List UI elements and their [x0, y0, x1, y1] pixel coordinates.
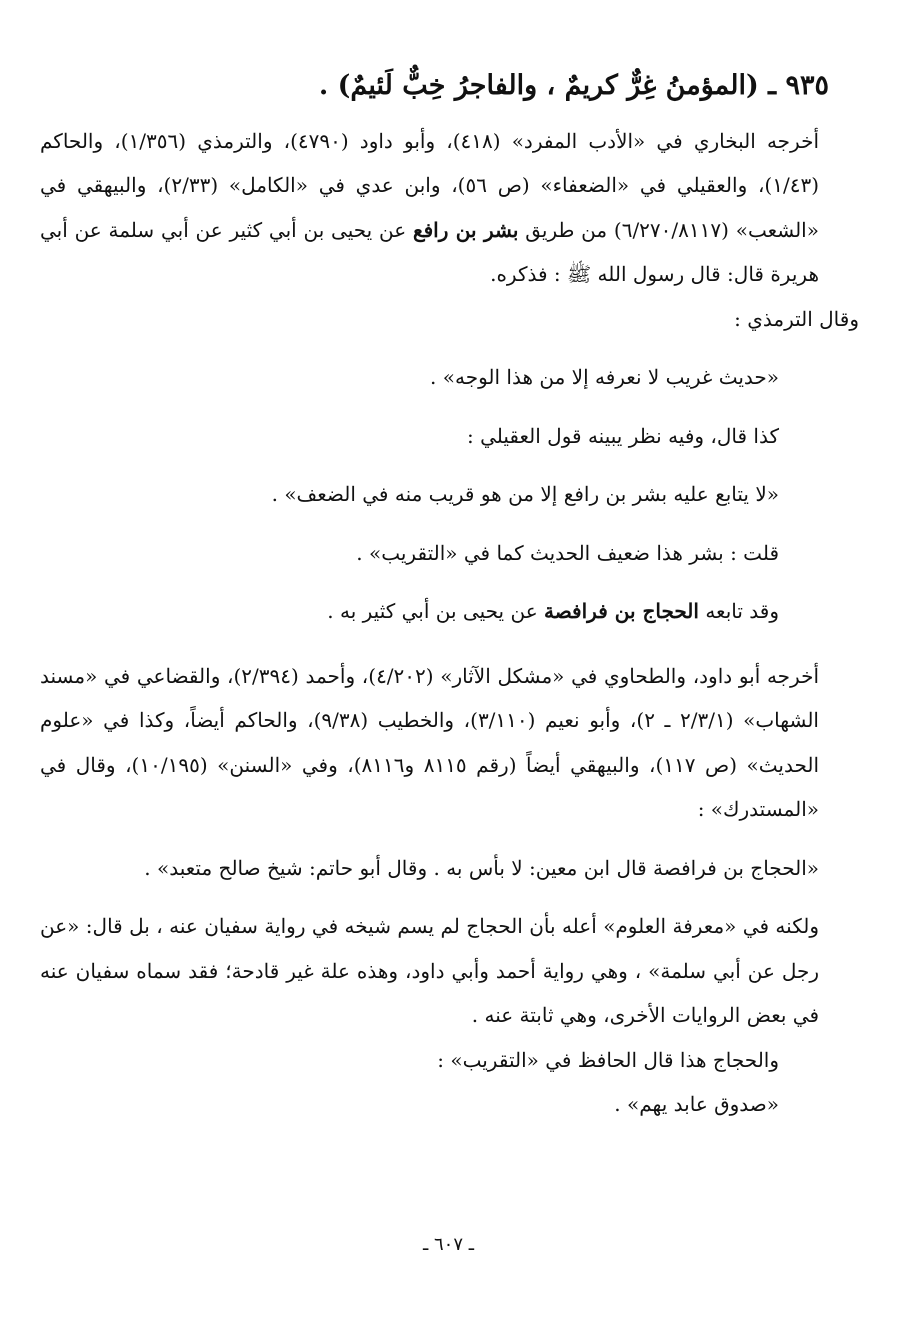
narrator-hajjaj: الحجاج بن فرافصة — [543, 599, 699, 623]
narrator-bishr: بشر بن رافع — [412, 217, 519, 242]
hafiz-intro: والحجاج هذا قال الحافظ في «التقريب» : — [437, 1047, 779, 1072]
author-comment: قلت : بشر هذا ضعيف الحديث كما في «التقريب» . — [356, 540, 779, 565]
taqrib-quote: «صدوق عابد يهم» . — [614, 1092, 779, 1116]
takhrij-text-1: أخرجه البخاري في «الأدب المفرد» (٤١٨)، وأبو داود (٤٧٩٠)، والترمذي (١/٣٥٦)، والحاكم (١/٤٣)، والعقيلي في «الضعفاء» (ص ٥٦)، وابن عدي في «الكامل» (٢/٣٣)، والبيهقي في «الشعب» (٦/٢٧٠/٨١١٧) من طريق — [40, 128, 820, 242]
page-number: ـ ٦٠٧ ـ — [422, 1234, 474, 1255]
follow-up-text: وقد تابعه — [698, 599, 779, 623]
critique-line: كذا قال، وفيه نظر يبينه قول العقيلي : — [466, 423, 779, 448]
follow-up-line — [40, 589, 859, 634]
takhrij-paragraph-2: أخرجه أبو داود، والطحاوي في «مشكل الآثار» (٤/٢٠٢)، وأحمد (٢/٣٩٤)، والقضاعي في «مسند الشهاب» (٢/٣/١ ـ ٢)، وأبو نعيم (٣/١١٠)، والخطيب (٩/٣٨)، والحاكم أيضاً، وكذا في «علوم الحديث» (ص ١١٧)، والبيهقي أيضاً (رقم ٨١١٥ و٨١١٦)، وفي «السنن» (١٠/١٩٥)، وقال في «المستدرك» : — [40, 663, 820, 821]
takhrij-text-1-end: عن يحيى بن أبي كثير عن أبي سلمة عن أبي هريرة قال: قال رسول الله ﷺ : فذكره. — [40, 217, 819, 286]
tirmidhi-quote: «حديث غريب لا نعرفه إلا من هذا الوجه» . — [430, 365, 779, 389]
hadith-title: ٩٣٥ ـ (المؤمنُ غِرٌّ كريمٌ ، والفاجرُ خِبٌّ لَئيمٌ) . — [318, 70, 829, 101]
follow-up-text-end: عن يحيى بن أبي كثير به . — [327, 599, 544, 623]
author-analysis: ولكنه في «معرفة العلوم» أعله بأن الحجاج لم يسم شيخه في رواية سفيان عنه ، بل قال: «عن رجل عن أبي سلمة» ، وهي رواية أحمد وأبي داود، وهذه علة غير قادحة؛ فقد سماه سفيان عنه في بعض الروايات الأخرى، وهي ثابتة عنه . — [40, 914, 819, 1027]
hakim-quote: «الحجاج بن فرافصة قال ابن معين: لا بأس به . وقال أبو حاتم: شيخ صالح متعبد» . — [144, 855, 819, 880]
takhrij-paragraph-1 — [40, 119, 859, 297]
uqayli-quote: «لا يتابع عليه بشر بن رافع إلا من هو قريب منه في الضعف» . — [271, 482, 779, 506]
tirmidhi-intro: وقال الترمذي : — [734, 306, 859, 331]
